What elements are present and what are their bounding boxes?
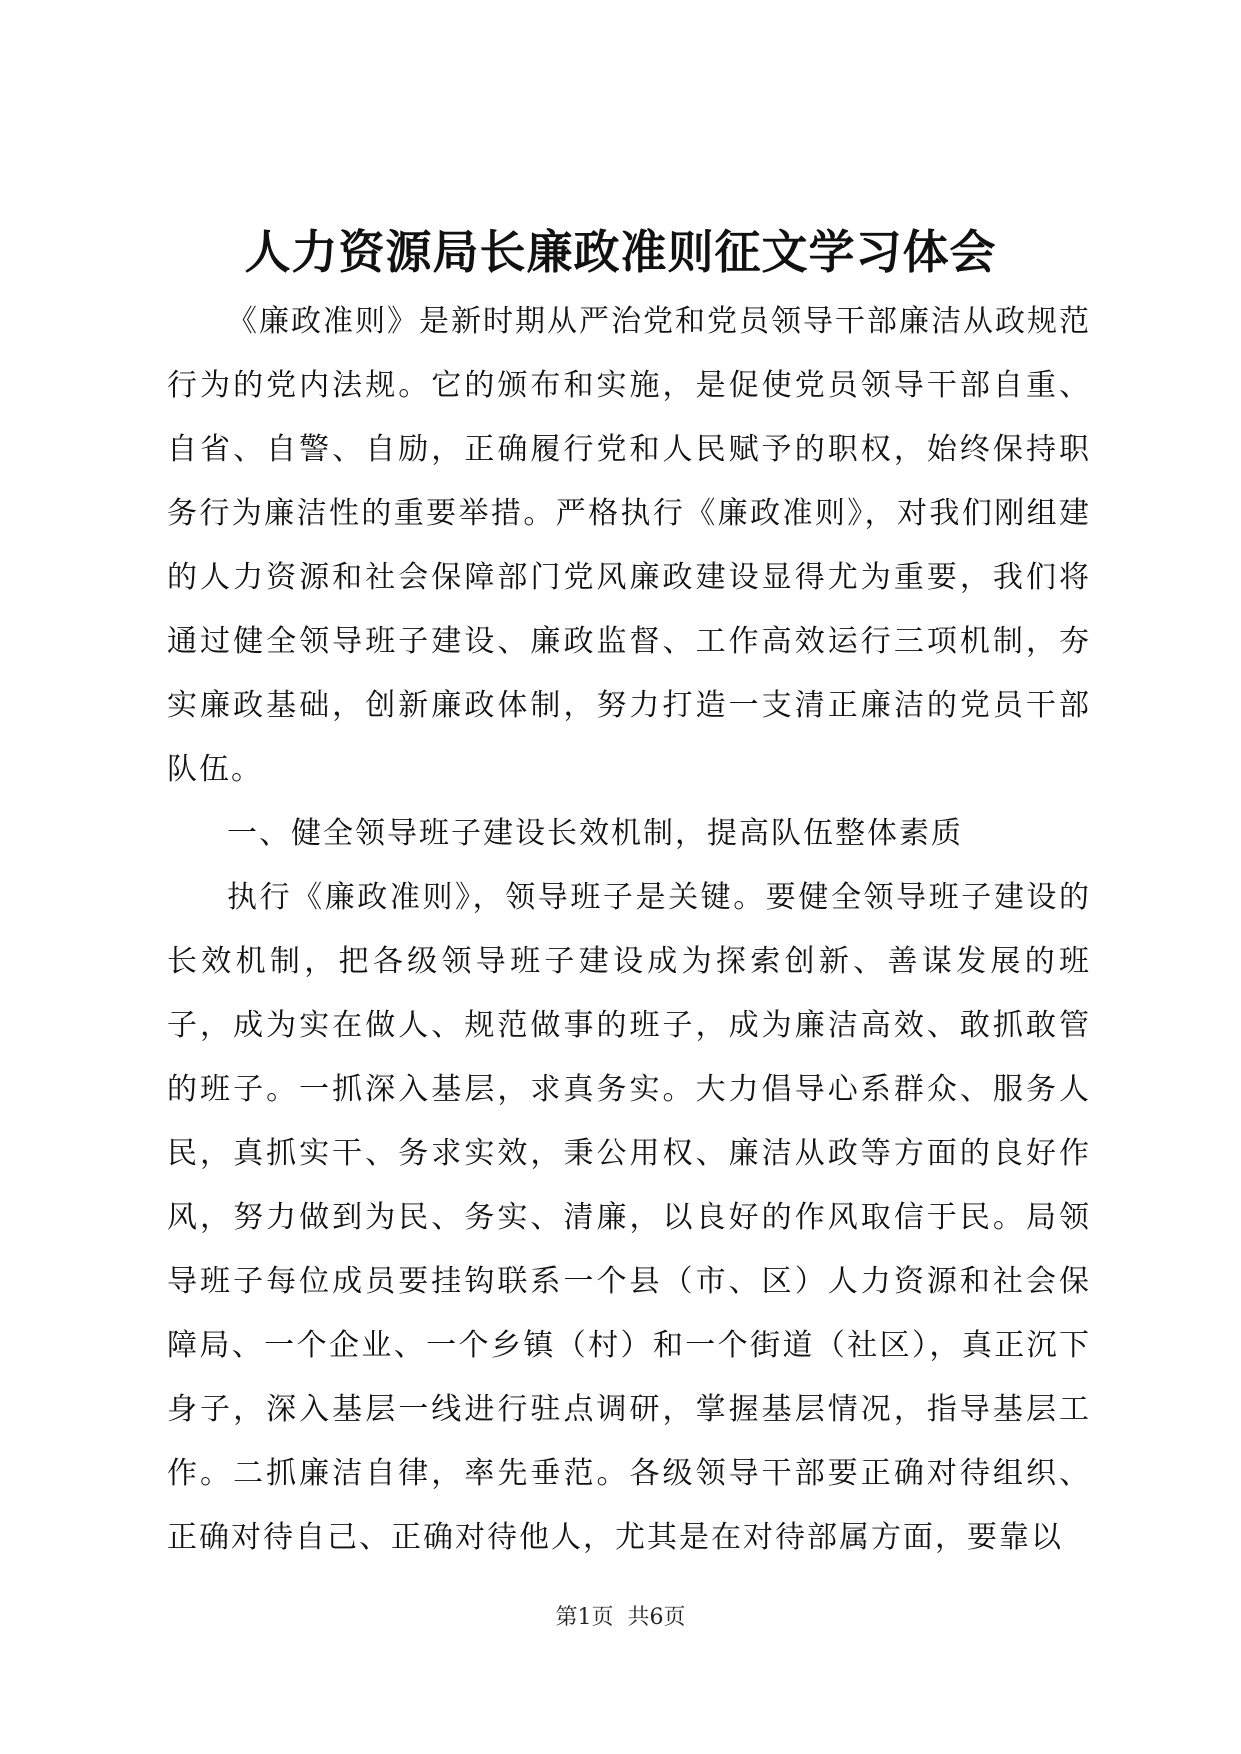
document-title: 人力资源局长廉政准则征文学习体会	[244, 225, 997, 279]
document-body	[167, 290, 1091, 1570]
page-footer	[0, 1603, 1241, 1633]
paragraph-intro: 《廉政准则》是新时期从严治党和党员领导干部廉洁从政规范行为的党内法规。它的颁布和实施，是促使党员领导干部自重、自省、自警、自励，正确履行党和人民赋予的职权，始终保持职务行为廉洁性的重要举措。严格执行《廉政准则》，对我们刚组建的人力资源和社会保障部门党风廉政建设显得尤为重要，我们将通过健全领导班子建设、廉政监督、工作高效运行三项机制，夯实廉政基础，创新廉政体制，努力打造一支清正廉洁的党员干部队伍。	[167, 304, 1091, 787]
section-heading-1: 一、健全领导班子建设长效机制，提高队伍整体素质	[227, 816, 963, 851]
paragraph-section-1: 执行《廉政准则》，领导班子是关键。要健全领导班子建设的长效机制，把各级领导班子建设成为探索创新、善谋发展的班子，成为实在做人、规范做事的班子，成为廉洁高效、敢抓敢管的班子。一抓深入基层，求真务实。大力倡导心系群众、服务人民，真抓实干、务求实效，秉公用权、廉洁从政等方面的良好作风，努力做到为民、务实、清廉，以良好的作风取信于民。局领导班子每位成员要挂钩联系一个县（市、区）人力资源和社会保障局、一个企业、一个乡镇（村）和一个街道（社区），真正沉下身子，深入基层一线进行驻点调研，掌握基层情况，指导基层工作。二抓廉洁自律，率先垂范。各级领导干部要正确对待组织、正确对待自己、正确对待他人，尤其是在对待部属方面，要靠以	[167, 880, 1091, 1555]
page-number: 第1页	[555, 1605, 614, 1630]
total-pages: 共6页	[627, 1605, 686, 1630]
